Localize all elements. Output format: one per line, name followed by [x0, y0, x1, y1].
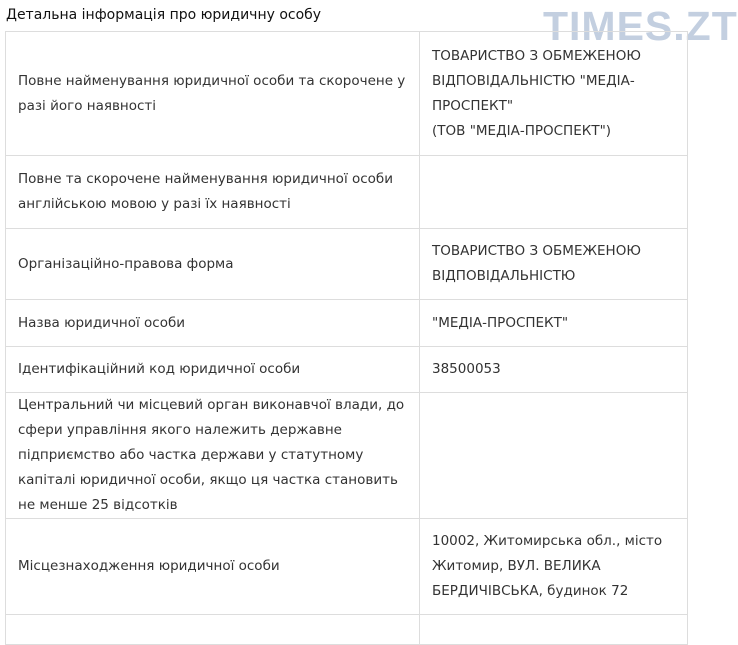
- row-value: [420, 32, 688, 156]
- value-line: ТОВАРИСТВО З ОБМЕЖЕНОЮ ВІДПОВІДАЛЬНІСТЮ "МЕДІА-ПРОСПЕКТ": [432, 47, 641, 114]
- value-line: 10002, Житомирська обл., місто Житомир, ВУЛ. ВЕЛИКА БЕРДИЧІВСЬКА, будинок 72: [432, 533, 663, 599]
- row-label: Центральний чи місцевий орган виконавчої влади, до сфери управління якого належить державне підприємство або частка держави у статутному капіталі юридичної особи, якщо ця частка становить не менше 25 відсотків: [6, 393, 420, 519]
- table-row: [6, 347, 688, 393]
- row-value: [420, 393, 688, 519]
- entity-info-table: [5, 31, 688, 645]
- row-label: [6, 615, 420, 645]
- row-label: Ідентифікаційний код юридичної особи: [6, 347, 420, 393]
- table-row: [6, 615, 688, 645]
- table-row: [6, 519, 688, 615]
- row-label: Організаційно-правова форма: [6, 229, 420, 300]
- row-value: [420, 300, 688, 347]
- row-value: [420, 156, 688, 229]
- row-value: [420, 229, 688, 300]
- row-value: [420, 615, 688, 645]
- row-value: [420, 519, 688, 615]
- row-label: Повне та скорочене найменування юридичної особи англійською мовою у разі їх наявності: [6, 156, 420, 229]
- table-row: [6, 300, 688, 347]
- table-row: [6, 229, 688, 300]
- table-row: [6, 32, 688, 156]
- value-line: ТОВАРИСТВО З ОБМЕЖЕНОЮ ВІДПОВІДАЛЬНІСТЮ: [432, 243, 641, 284]
- row-value: [420, 347, 688, 393]
- site-logo: TIMES.ZT: [543, 3, 738, 49]
- table-row: [6, 393, 688, 519]
- value-line: "МЕДІА-ПРОСПЕКТ": [432, 314, 569, 331]
- row-label: Назва юридичної особи: [6, 300, 420, 347]
- value-line: 38500053: [432, 361, 501, 377]
- value-line: (ТОВ "МЕДІА-ПРОСПЕКТ"): [432, 122, 612, 139]
- row-label: Повне найменування юридичної особи та скорочене у разі його наявності: [6, 32, 420, 156]
- row-label: Місцезнаходження юридичної особи: [6, 519, 420, 615]
- page-title: Детальна інформація про юридичну особу: [6, 7, 322, 23]
- table-row: [6, 156, 688, 229]
